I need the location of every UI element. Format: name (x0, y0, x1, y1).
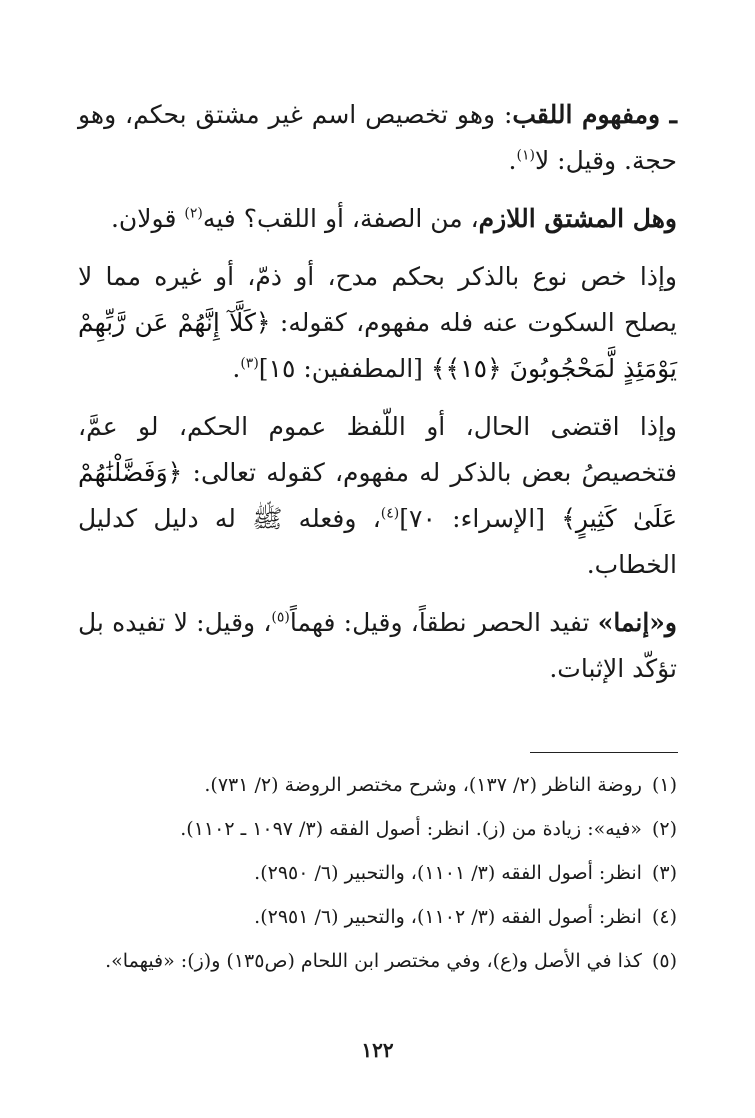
footnote-2 (78, 814, 677, 844)
footnote-number: (٣) (651, 862, 677, 884)
paragraph-text: وإذا خص نوع بالذكر بحكم مدح، أو ذمّ، أو غيره مما لا يصلح السكوت عنه فله مفهوم، كقوله: (78, 262, 678, 337)
footnote-number: (٤) (651, 906, 677, 928)
footnote-ref-2[interactable]: (٢) (184, 205, 203, 222)
paragraph-text: ، من الصفة، أو اللقب؟ فيه (202, 204, 479, 233)
footnote-3 (78, 858, 677, 888)
paragraph-5 (78, 600, 677, 692)
footnote-number: (١) (651, 774, 677, 796)
footnote-ref-5[interactable]: (٥) (271, 609, 290, 626)
paragraph-4 (78, 404, 677, 588)
paragraph-1 (78, 92, 677, 184)
term-mafhum-laqab: ـ ومفهوم اللقب (512, 100, 677, 129)
footnote-1 (78, 770, 677, 800)
footnotes (78, 770, 677, 990)
footnote-text: روضة الناظر (٢/ ١٣٧)، وشرح مختصر الروضة (٢/ ٧٣١). (204, 774, 642, 796)
term-innama: و«إنما» (597, 608, 677, 637)
footnote-number: (٥) (651, 950, 677, 972)
paragraph-end: له دليل كدليل الخطاب. (78, 504, 677, 579)
paragraph-text: وإذا اقتضى الحال، أو اللّفظ عموم الحكم، لو عمَّ، فتخصيصُ بعض بالذكر له مفهوم، كقوله تعالى: (78, 412, 677, 487)
paragraph-2 (78, 196, 677, 242)
footnote-text: «فيه»: زيادة من (ز). انظر: أصول الفقه (٣/ ١٠٩٧ ـ ١١٠٢). (180, 818, 642, 840)
paragraph-end: قولان. (110, 204, 185, 233)
quran-verse: ﴿وَفَضَّلْنَٰهُمْ عَلَىٰ كَثِيرٍ﴾ (78, 458, 677, 533)
footnote-4 (78, 902, 677, 932)
paragraph-end: . (508, 146, 517, 175)
quran-verse: ﴿كَلَّآ إِنَّهُمْ عَن رَّبِّهِمْ يَوْمَئِذٍ لَّمَحْجُوبُونَ ﴿١٥﴾﴾ (78, 308, 677, 383)
paragraph-text: تفيد الحصر نطقاً، وقيل: فهماً (289, 608, 598, 637)
paragraph-mid: ، وفعله (282, 504, 381, 533)
paragraph-end: . (232, 354, 241, 383)
verse-reference: [الإسراء: ٧٠] (399, 504, 562, 533)
paragraph-text: : وهو تخصيص اسم غير مشتق بحكم، وهو حجة. وقيل: لا (78, 100, 677, 175)
footnote-text: انظر: أصول الفقه (٣/ ١١٠٢)، والتحبير (٦/ ٢٩٥١). (254, 906, 642, 928)
verse-reference: [المطففين: ١٥] (258, 354, 431, 383)
footnote-text: انظر: أصول الفقه (٣/ ١١٠١)، والتحبير (٦/ ٢٩٥٠). (254, 862, 642, 884)
term-mushtaq-lazim: وهل المشتق اللازم (478, 204, 677, 233)
footnote-text: كذا في الأصل و(ع)، وفي مختصر ابن اللحام (ص١٣٥) و(ز): «فيهما». (105, 950, 642, 972)
footnote-number: (٢) (651, 818, 677, 840)
paragraph-end: ، وقيل: لا تفيده بل تؤكّد الإثبات. (78, 608, 677, 683)
paragraph-3 (78, 254, 677, 392)
footnote-ref-4[interactable]: (٤) (380, 505, 400, 522)
footnote-ref-1[interactable]: (١) (516, 147, 535, 164)
footnote-separator (530, 752, 678, 753)
main-text (78, 92, 677, 704)
honorific-glyph: ﷺ (252, 504, 283, 533)
footnote-ref-3[interactable]: (٣) (240, 355, 259, 372)
page-number: ١٢٢ (361, 1038, 394, 1062)
footnote-5 (78, 946, 677, 976)
